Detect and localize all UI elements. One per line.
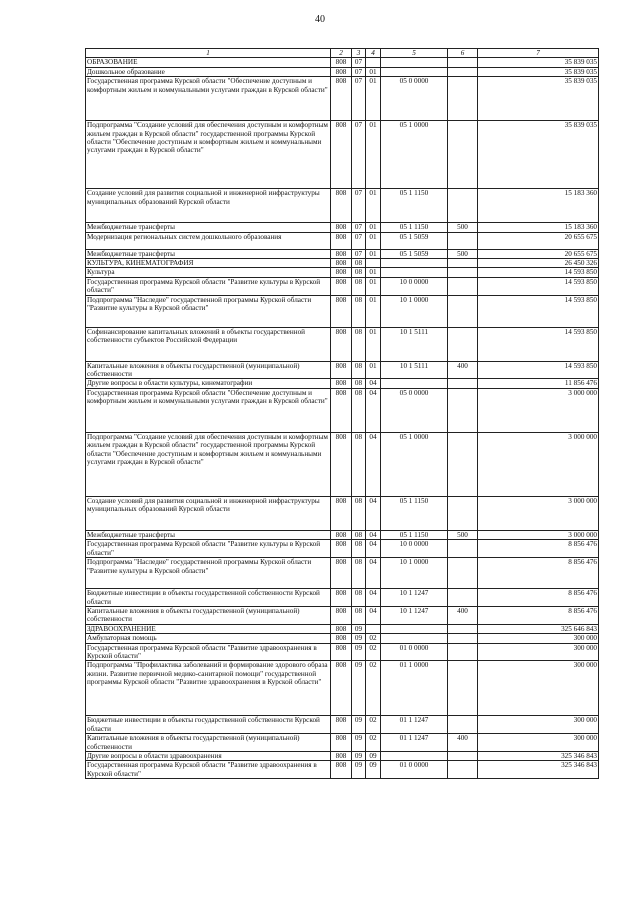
row-subsection-cell: 01	[366, 67, 381, 76]
row-expense-type-cell: 500	[448, 249, 478, 258]
row-subsection-cell: 04	[366, 496, 381, 530]
row-expense-type-cell: 500	[448, 223, 478, 232]
row-name-cell: Государственная программа Курской области "Развитие культуры в Курской области"	[86, 540, 331, 558]
row-grbs-cell: 808	[331, 232, 352, 249]
row-section-cell: 08	[352, 530, 366, 539]
row-name-cell: Капитальные вложения в объекты государственной (муниципальной) собственности	[86, 361, 331, 379]
row-section-cell: 08	[352, 327, 366, 361]
row-target-article-cell: 01 1 1247	[381, 716, 448, 734]
header-row	[86, 49, 599, 58]
header-cell: 2	[331, 49, 352, 58]
row-section-cell: 09	[352, 716, 366, 734]
row-grbs-cell: 808	[331, 223, 352, 232]
row-amount-cell: 300 000	[478, 643, 599, 661]
row-section-cell: 08	[352, 589, 366, 607]
row-amount-cell: 26 450 326	[478, 259, 599, 268]
table-row	[86, 268, 599, 277]
table-row	[86, 432, 599, 496]
row-grbs-cell: 808	[331, 58, 352, 67]
row-grbs-cell: 808	[331, 530, 352, 539]
table-row	[86, 58, 599, 67]
row-amount-cell: 35 839 035	[478, 121, 599, 189]
table-row	[86, 530, 599, 539]
row-subsection-cell: 04	[366, 379, 381, 388]
table-row	[86, 259, 599, 268]
row-subsection-cell: 01	[366, 232, 381, 249]
row-target-article-cell: 05 1 0000	[381, 432, 448, 496]
row-amount-cell: 35 839 035	[478, 77, 599, 121]
row-grbs-cell: 808	[331, 661, 352, 716]
row-section-cell: 07	[352, 67, 366, 76]
table-row	[86, 388, 599, 432]
row-amount-cell: 11 856 476	[478, 379, 599, 388]
header-cell: 6	[448, 49, 478, 58]
row-expense-type-cell	[448, 643, 478, 661]
row-subsection-cell: 01	[366, 189, 381, 223]
row-section-cell: 07	[352, 58, 366, 67]
table-row	[86, 624, 599, 633]
row-amount-cell: 3 000 000	[478, 496, 599, 530]
row-expense-type-cell	[448, 327, 478, 361]
row-expense-type-cell	[448, 589, 478, 607]
row-name-cell: Межбюджетные трансферты	[86, 223, 331, 232]
row-section-cell: 08	[352, 388, 366, 432]
row-amount-cell: 14 593 850	[478, 361, 599, 379]
budget-table	[85, 48, 599, 779]
row-grbs-cell: 808	[331, 249, 352, 258]
table-row	[86, 540, 599, 558]
row-grbs-cell: 808	[331, 77, 352, 121]
row-subsection-cell: 02	[366, 643, 381, 661]
row-grbs-cell: 808	[331, 734, 352, 752]
header-cell: 3	[352, 49, 366, 58]
row-subsection-cell: 01	[366, 361, 381, 379]
row-name-cell: Подпрограмма "Создание условий для обеспечения доступным и комфортным жильем граждан в Курской области" государственной программы Курской области "Обеспечение доступным и комфортным жильем и коммунальными услугами граждан в Курской области"	[86, 121, 331, 189]
row-amount-cell: 8 856 476	[478, 606, 599, 624]
table-row	[86, 232, 599, 249]
table-row	[86, 361, 599, 379]
row-section-cell: 08	[352, 361, 366, 379]
row-amount-cell: 14 593 850	[478, 295, 599, 327]
row-amount-cell: 14 593 850	[478, 268, 599, 277]
row-target-article-cell: 05 0 0000	[381, 388, 448, 432]
row-target-article-cell: 05 1 5059	[381, 232, 448, 249]
table-row	[86, 121, 599, 189]
row-amount-cell: 14 593 850	[478, 277, 599, 295]
row-name-cell: ОБРАЗОВАНИЕ	[86, 58, 331, 67]
row-section-cell: 08	[352, 540, 366, 558]
row-grbs-cell: 808	[331, 540, 352, 558]
row-amount-cell: 20 655 675	[478, 232, 599, 249]
row-amount-cell: 325 646 843	[478, 624, 599, 633]
row-amount-cell: 8 856 476	[478, 558, 599, 589]
row-grbs-cell: 808	[331, 606, 352, 624]
row-subsection-cell	[366, 624, 381, 633]
row-amount-cell: 15 183 360	[478, 189, 599, 223]
row-subsection-cell	[366, 58, 381, 67]
table-row	[86, 77, 599, 121]
row-section-cell: 08	[352, 259, 366, 268]
row-name-cell: Модернизация региональных систем дошкольного образования	[86, 232, 331, 249]
row-expense-type-cell	[448, 751, 478, 760]
row-grbs-cell: 808	[331, 295, 352, 327]
table-row	[86, 67, 599, 76]
row-subsection-cell: 04	[366, 388, 381, 432]
row-section-cell: 08	[352, 496, 366, 530]
row-section-cell: 08	[352, 295, 366, 327]
row-expense-type-cell	[448, 634, 478, 643]
table-row	[86, 496, 599, 530]
row-amount-cell: 325 346 843	[478, 761, 599, 779]
row-target-article-cell: 01 1 0000	[381, 661, 448, 716]
row-subsection-cell: 02	[366, 661, 381, 716]
row-name-cell: Создание условий для развития социальной и инженерной инфраструктуры муниципальных образований Курской области	[86, 496, 331, 530]
row-name-cell: Капитальные вложения в объекты государственной (муниципальной) собственности	[86, 734, 331, 752]
row-subsection-cell: 09	[366, 751, 381, 760]
row-grbs-cell: 808	[331, 751, 352, 760]
row-target-article-cell: 10 1 1247	[381, 606, 448, 624]
table-row	[86, 189, 599, 223]
row-expense-type-cell	[448, 295, 478, 327]
page-number: 40	[315, 14, 325, 25]
row-expense-type-cell	[448, 761, 478, 779]
row-target-article-cell: 05 1 1150	[381, 223, 448, 232]
table-row	[86, 327, 599, 361]
row-subsection-cell: 01	[366, 77, 381, 121]
row-subsection-cell: 02	[366, 634, 381, 643]
row-target-article-cell	[381, 379, 448, 388]
row-target-article-cell	[381, 268, 448, 277]
row-section-cell: 07	[352, 223, 366, 232]
row-expense-type-cell	[448, 558, 478, 589]
row-amount-cell: 15 183 360	[478, 223, 599, 232]
row-target-article-cell: 10 0 0000	[381, 540, 448, 558]
row-grbs-cell: 808	[331, 643, 352, 661]
row-target-article-cell: 01 0 0000	[381, 643, 448, 661]
row-section-cell: 09	[352, 634, 366, 643]
row-name-cell: Культура	[86, 268, 331, 277]
row-amount-cell: 8 856 476	[478, 540, 599, 558]
row-amount-cell: 14 593 850	[478, 327, 599, 361]
row-amount-cell: 8 856 476	[478, 589, 599, 607]
row-grbs-cell: 808	[331, 67, 352, 76]
row-section-cell: 09	[352, 761, 366, 779]
row-grbs-cell: 808	[331, 624, 352, 633]
row-name-cell: КУЛЬТУРА, КИНЕМАТОГРАФИЯ	[86, 259, 331, 268]
row-target-article-cell: 05 1 1150	[381, 530, 448, 539]
row-target-article-cell: 01 1 1247	[381, 734, 448, 752]
row-target-article-cell: 05 1 1150	[381, 189, 448, 223]
row-section-cell: 07	[352, 232, 366, 249]
table-row	[86, 558, 599, 589]
table-row	[86, 716, 599, 734]
row-name-cell: Софинансирование капитальных вложений в объекты государственной собственности субъектов Российской Федерации	[86, 327, 331, 361]
row-name-cell: Подпрограмма "Наследие" государственной программы Курской области "Развитие культуры в Курской области"	[86, 295, 331, 327]
row-name-cell: Межбюджетные трансферты	[86, 530, 331, 539]
row-expense-type-cell	[448, 388, 478, 432]
row-section-cell: 08	[352, 432, 366, 496]
table-row	[86, 734, 599, 752]
row-target-article-cell: 10 1 5111	[381, 327, 448, 361]
row-grbs-cell: 808	[331, 327, 352, 361]
row-subsection-cell: 01	[366, 327, 381, 361]
row-expense-type-cell	[448, 77, 478, 121]
row-name-cell: Государственная программа Курской области "Развитие здравоохранения в Курской области"	[86, 761, 331, 779]
row-section-cell: 08	[352, 379, 366, 388]
row-amount-cell: 3 000 000	[478, 432, 599, 496]
row-expense-type-cell: 400	[448, 734, 478, 752]
row-section-cell: 07	[352, 249, 366, 258]
header-cell: 5	[381, 49, 448, 58]
row-amount-cell: 325 346 843	[478, 751, 599, 760]
table-row	[86, 589, 599, 607]
row-subsection-cell: 04	[366, 589, 381, 607]
row-amount-cell: 20 655 675	[478, 249, 599, 258]
row-subsection-cell: 04	[366, 606, 381, 624]
row-expense-type-cell	[448, 232, 478, 249]
row-expense-type-cell	[448, 189, 478, 223]
row-subsection-cell: 01	[366, 268, 381, 277]
table-row	[86, 223, 599, 232]
row-name-cell: Государственная программа Курской области "Развитие здравоохранения в Курской области"	[86, 643, 331, 661]
row-amount-cell: 3 000 000	[478, 530, 599, 539]
table-row	[86, 295, 599, 327]
row-target-article-cell	[381, 58, 448, 67]
row-target-article-cell: 05 1 0000	[381, 121, 448, 189]
row-target-article-cell: 01 0 0000	[381, 761, 448, 779]
row-section-cell: 09	[352, 624, 366, 633]
table-row	[86, 761, 599, 779]
row-subsection-cell: 01	[366, 121, 381, 189]
row-amount-cell: 35 839 035	[478, 58, 599, 67]
row-grbs-cell: 808	[331, 761, 352, 779]
row-name-cell: Капитальные вложения в объекты государственной (муниципальной) собственности	[86, 606, 331, 624]
row-section-cell: 09	[352, 734, 366, 752]
row-subsection-cell: 01	[366, 277, 381, 295]
row-expense-type-cell	[448, 624, 478, 633]
row-name-cell: ЗДРАВООХРАНЕНИЕ	[86, 624, 331, 633]
row-target-article-cell: 05 1 5059	[381, 249, 448, 258]
row-section-cell: 07	[352, 189, 366, 223]
row-subsection-cell: 04	[366, 540, 381, 558]
row-section-cell: 09	[352, 643, 366, 661]
table-row	[86, 277, 599, 295]
row-section-cell: 07	[352, 77, 366, 121]
row-grbs-cell: 808	[331, 496, 352, 530]
header-cell: 1	[86, 49, 331, 58]
row-expense-type-cell	[448, 661, 478, 716]
row-name-cell: Амбулаторная помощь	[86, 634, 331, 643]
row-subsection-cell: 09	[366, 761, 381, 779]
row-grbs-cell: 808	[331, 558, 352, 589]
row-subsection-cell: 02	[366, 716, 381, 734]
row-subsection-cell: 04	[366, 432, 381, 496]
row-subsection-cell: 04	[366, 530, 381, 539]
row-grbs-cell: 808	[331, 379, 352, 388]
row-target-article-cell: 10 1 0000	[381, 558, 448, 589]
row-name-cell: Подпрограмма "Профилактика заболеваний и формирование здорового образа жизни. Развитие первичной медико-санитарной помощи" государственной программы Курской области "Развитие здравоохранения в Курской области"	[86, 661, 331, 716]
row-section-cell: 08	[352, 606, 366, 624]
table-row	[86, 379, 599, 388]
row-subsection-cell: 02	[366, 734, 381, 752]
row-target-article-cell: 10 1 0000	[381, 295, 448, 327]
row-grbs-cell: 808	[331, 361, 352, 379]
row-amount-cell: 35 839 035	[478, 67, 599, 76]
row-amount-cell: 300 000	[478, 734, 599, 752]
header-cell: 7	[478, 49, 599, 58]
row-expense-type-cell	[448, 277, 478, 295]
row-section-cell: 08	[352, 268, 366, 277]
row-expense-type-cell	[448, 259, 478, 268]
row-grbs-cell: 808	[331, 259, 352, 268]
row-expense-type-cell	[448, 121, 478, 189]
row-expense-type-cell	[448, 58, 478, 67]
row-expense-type-cell: 400	[448, 606, 478, 624]
table-row	[86, 643, 599, 661]
row-amount-cell: 300 000	[478, 661, 599, 716]
row-section-cell: 08	[352, 277, 366, 295]
header-cell: 4	[366, 49, 381, 58]
row-target-article-cell	[381, 624, 448, 633]
row-expense-type-cell: 500	[448, 530, 478, 539]
row-name-cell: Дошкольное образование	[86, 67, 331, 76]
row-subsection-cell: 01	[366, 223, 381, 232]
row-grbs-cell: 808	[331, 716, 352, 734]
row-subsection-cell: 04	[366, 558, 381, 589]
table-row	[86, 634, 599, 643]
row-name-cell: Государственная программа Курской области "Обеспечение доступным и комфортным жильем и коммунальными услугами граждан в Курской области"	[86, 77, 331, 121]
row-grbs-cell: 808	[331, 277, 352, 295]
row-grbs-cell: 808	[331, 589, 352, 607]
row-subsection-cell	[366, 259, 381, 268]
row-name-cell: Подпрограмма "Создание условий для обеспечения доступным и комфортным жильем граждан в Курской области" государственной программы Курской области "Обеспечение доступным и комфортным жильем и коммунальными услугами граждан в Курской области"	[86, 432, 331, 496]
row-target-article-cell	[381, 67, 448, 76]
row-expense-type-cell	[448, 379, 478, 388]
row-subsection-cell: 01	[366, 295, 381, 327]
row-name-cell: Бюджетные инвестиции в объекты государственной собственности Курской области	[86, 716, 331, 734]
row-target-article-cell: 10 0 0000	[381, 277, 448, 295]
row-grbs-cell: 808	[331, 268, 352, 277]
row-target-article-cell	[381, 259, 448, 268]
row-section-cell: 08	[352, 558, 366, 589]
row-name-cell: Другие вопросы в области культуры, кинематографии	[86, 379, 331, 388]
row-amount-cell: 300 000	[478, 634, 599, 643]
row-expense-type-cell	[448, 268, 478, 277]
table-row	[86, 751, 599, 760]
row-expense-type-cell	[448, 716, 478, 734]
row-section-cell: 07	[352, 121, 366, 189]
row-expense-type-cell	[448, 496, 478, 530]
row-target-article-cell: 10 1 1247	[381, 589, 448, 607]
row-expense-type-cell	[448, 540, 478, 558]
row-target-article-cell	[381, 751, 448, 760]
table-row	[86, 606, 599, 624]
table-row	[86, 661, 599, 716]
row-expense-type-cell	[448, 432, 478, 496]
row-name-cell: Подпрограмма "Наследие" государственной программы Курской области "Развитие культуры в Курской области"	[86, 558, 331, 589]
row-expense-type-cell	[448, 67, 478, 76]
row-grbs-cell: 808	[331, 189, 352, 223]
row-name-cell: Государственная программа Курской области "Развитие культуры в Курской области"	[86, 277, 331, 295]
row-expense-type-cell: 400	[448, 361, 478, 379]
row-name-cell: Межбюджетные трансферты	[86, 249, 331, 258]
row-grbs-cell: 808	[331, 634, 352, 643]
row-target-article-cell: 05 1 1150	[381, 496, 448, 530]
row-name-cell: Другие вопросы в области здравоохранения	[86, 751, 331, 760]
row-section-cell: 09	[352, 661, 366, 716]
table-row	[86, 249, 599, 258]
row-amount-cell: 300 000	[478, 716, 599, 734]
row-amount-cell: 3 000 000	[478, 388, 599, 432]
row-name-cell: Государственная программа Курской области "Обеспечение доступным и комфортным жильем и коммунальными услугами граждан в Курской области"	[86, 388, 331, 432]
row-target-article-cell	[381, 634, 448, 643]
row-target-article-cell: 05 0 0000	[381, 77, 448, 121]
row-grbs-cell: 808	[331, 121, 352, 189]
row-grbs-cell: 808	[331, 432, 352, 496]
row-target-article-cell: 10 1 5111	[381, 361, 448, 379]
row-subsection-cell: 01	[366, 249, 381, 258]
row-section-cell: 09	[352, 751, 366, 760]
row-grbs-cell: 808	[331, 388, 352, 432]
row-name-cell: Создание условий для развития социальной и инженерной инфраструктуры муниципальных образований Курской области	[86, 189, 331, 223]
row-name-cell: Бюджетные инвестиции в объекты государственной собственности Курской области	[86, 589, 331, 607]
